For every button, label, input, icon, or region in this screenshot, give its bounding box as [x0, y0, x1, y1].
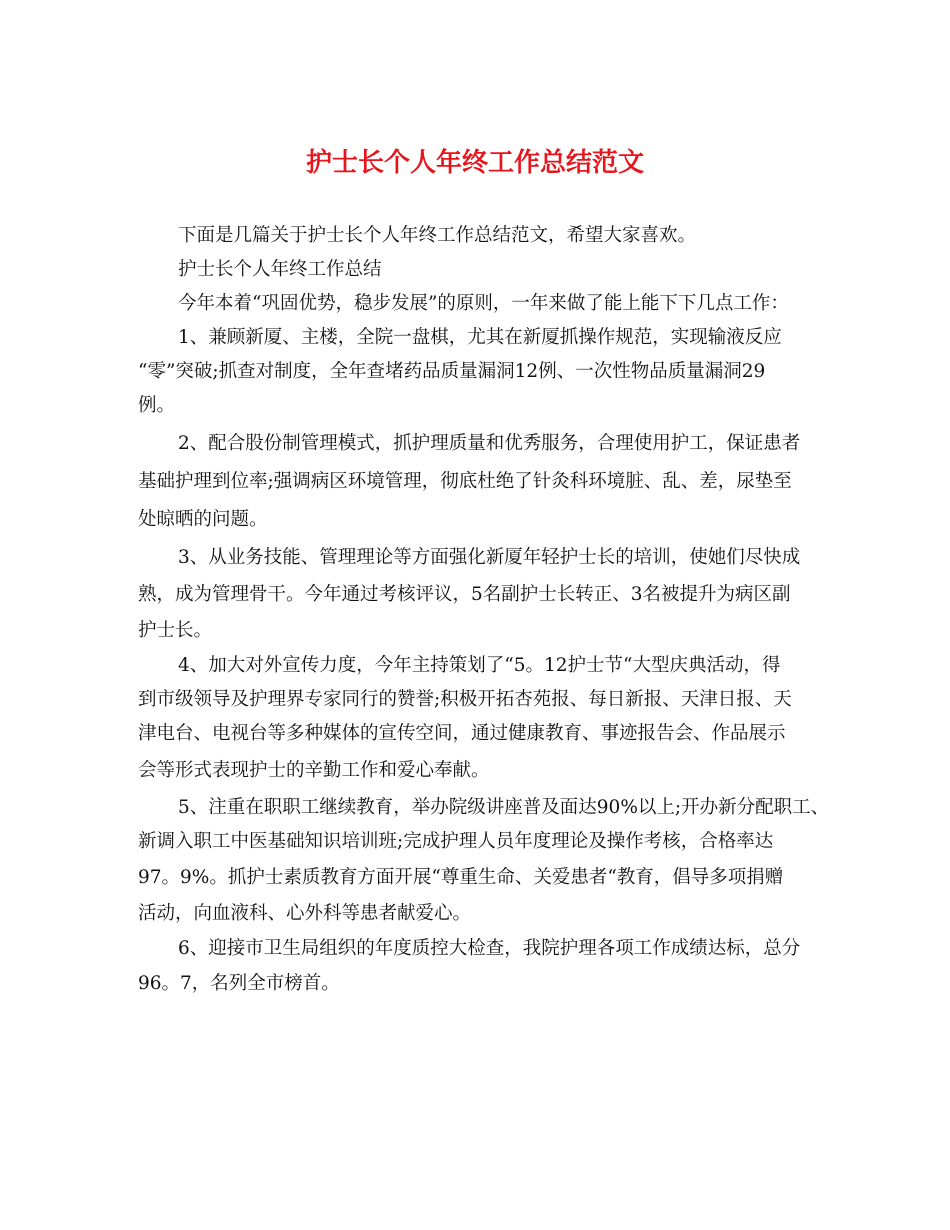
- paragraph-3-line-1: 3、从业务技能、管理理论等方面强化新厦年轻护士长的培训，使她们尽快成: [178, 547, 801, 568]
- paragraph-2-line-2: 基础护理到位率;强调病区环境管理，彻底杜绝了针灸科环境脏、乱、差，尿垫至: [138, 471, 792, 492]
- paragraph-4-line-3: 津电台、电视台等多种媒体的宣传空间，通过健康教育、事迹报告会、作品展示: [138, 723, 786, 744]
- principle-line: 今年本着“巩固优势，稳步发展”的原则，一年来做了能上能下下几点工作：: [178, 293, 789, 314]
- paragraph-3-line-3: 护士长。: [138, 620, 213, 641]
- paragraph-4-line-1: 4、加大对外宣传力度，今年主持策划了“5。12护士节“大型庆典活动，得: [178, 655, 781, 676]
- paragraph-6-line-2: 96。7，名列全市榜首。: [138, 973, 340, 994]
- paragraph-5-line-1: 5、注重在职职工继续教育，举办院级讲座普及面达90%以上;开办新分配职工、: [178, 797, 830, 818]
- document-title: 护士长个人年终工作总结范文: [305, 148, 644, 178]
- paragraph-2-line-1: 2、配合股份制管理模式，抓护理质量和优秀服务，合理使用护工，保证患者: [178, 433, 801, 454]
- paragraph-5-line-3: 97。9%。抓护士素质教育方面开展“尊重生命、关爱患者“教育，倡导多项捐赠: [138, 867, 784, 888]
- paragraph-5-line-2: 新调入职工中医基础知识培训班;完成护理人员年度理论及操作考核，合格率达: [138, 831, 774, 852]
- subtitle-line: 护士长个人年终工作总结: [178, 259, 382, 280]
- paragraph-5-line-4: 活动，向血液科、心外科等患者献爱心。: [138, 903, 472, 924]
- paragraph-4-line-4: 会等形式表现护士的辛勤工作和爱心奉献。: [138, 760, 490, 781]
- paragraph-6-line-1: 6、迎接市卫生局组织的年度质控大检查，我院护理各项工作成绩达标，总分: [178, 938, 801, 959]
- paragraph-1-line-2: “零”突破;抓查对制度，全年查堵药品质量漏洞12例、一次性物品质量漏洞29: [138, 361, 766, 382]
- paragraph-1-line-3: 例。: [138, 395, 176, 416]
- paragraph-1-line-1: 1、兼顾新厦、主楼，全院一盘棋，尤其在新厦抓操作规范，实现输液反应: [178, 327, 782, 348]
- paragraph-2-line-3: 处晾晒的问题。: [138, 509, 268, 530]
- intro-line: 下面是几篇关于护士长个人年终工作总结范文，希望大家喜欢。: [178, 225, 697, 246]
- paragraph-4-line-2: 到市级领导及护理界专家同行的赞誉;积极开拓杏苑报、每日新报、天津日报、天: [138, 689, 792, 710]
- paragraph-3-line-2: 熟，成为管理骨干。今年通过考核评议，5名副护士长转正、3名被提升为病区副: [138, 584, 791, 605]
